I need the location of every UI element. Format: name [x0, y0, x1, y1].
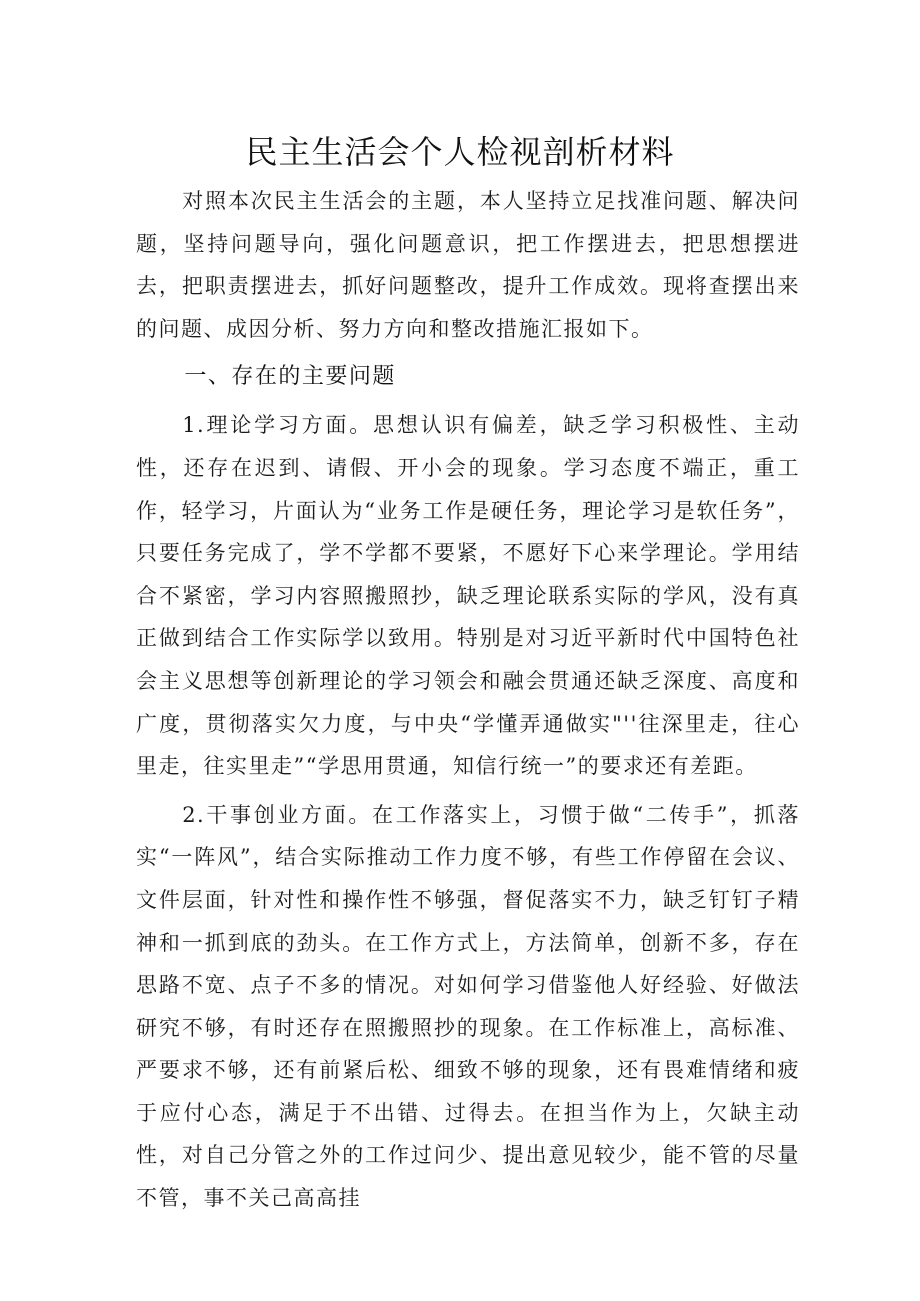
item-career-work: 2.干事创业方面。在工作落实上，习惯于做“二传手”，抓落实“一阵风”，结合实际推动工作力度不够，有些工作停留在会议、文件层面，针对性和操作性不够强，督促落实不力，缺乏钉钉子精神和一抓到底的劲头。在工作方式上，方法简单，创新不多，存在思路不宽、点子不多的情况。对如何学习借鉴他人好经验、好做法研究不够，有时还存在照搬照抄的现象。在工作标准上，高标准、严要求不够，还有前紧后松、细致不够的现象，还有畏难情绪和疲于应付心态，满足于不出错、过得去。在担当作为上，欠缺主动性，对自己分管之外的工作过问少、提出意见较少，能不管的尽量不管，事不关己高高挂 — [136, 802, 800, 1211]
document-body — [136, 180, 800, 1220]
section-heading: 一、存在的主要问题 — [184, 364, 396, 390]
intro-paragraph: 对照本次民主生活会的主题，本人坚持立足找准问题、解决问题，坚持问题导向，强化问题意识，把工作摆进去，把思想摆进去，把职责摆进去，抓好问题整改，提升工作成效。现将查摆出来的问题、成因分析、努力方向和整改措施汇报如下。 — [136, 189, 800, 341]
document-title: 民主生活会个人检视剖析材料 — [245, 133, 675, 171]
item-theory-study: 1.理论学习方面。思想认识有偏差，缺乏学习积极性、主动性，还存在迟到、请假、开小会的现象。学习态度不端正，重工作，轻学习，片面认为“业务工作是硬任务，理论学习是软任务”，只要任务完成了，学不学都不要紧，不愿好下心来学理论。学用结合不紧密，学习内容照搬照抄，缺乏理论联系实际的学风，没有真正做到结合工作实际学以致用。特别是对习近平新时代中国特色社会主义思想等创新理论的学习领会和融会贯通还缺乏深度、高度和广度，贯彻落实欠力度，与中央“学懂弄通做实"''往深里走，往心里走，往实里走”“学思用贯通，知信行统一”的要求还有差距。 — [136, 413, 800, 779]
